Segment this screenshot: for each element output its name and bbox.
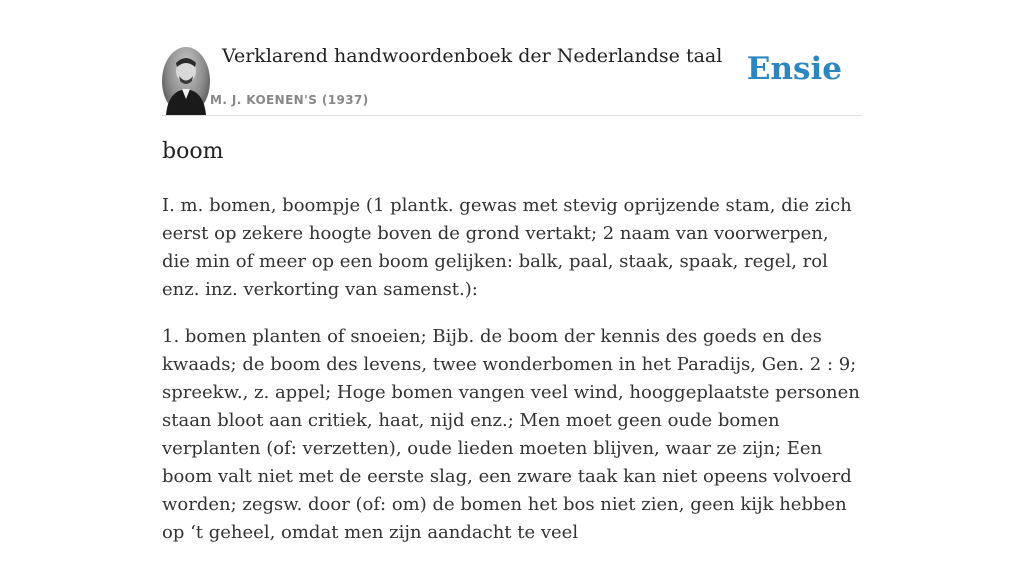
author-portrait-icon xyxy=(162,47,210,115)
book-title: Verklarend handwoordenboek der Nederlandse taal xyxy=(222,45,723,67)
entry-headword: boom xyxy=(162,139,224,164)
site-header xyxy=(162,40,862,116)
definition-paragraph: 1. bomen planten of snoeien; Bijb. de boom der kennis des goeds en des kwaads; de boom des levens, twee wonderbomen in het Paradijs, Gen. 2 : 9; spreekw., z. appel; Hoge bomen vangen veel wind, hooggeplaatste personen staan bloot aan critiek, haat, nijd enz.; Men moet geen oude bomen verplanten (of: verzetten), oude lieden moeten blijven, waar ze zijn; Een boom valt niet met de eerste slag, een zware taak kan niet opeens volvoerd worden; zegsw. door (of: om) de bomen het bos niet zien, geen kijk hebben op ‘t geheel, omdat men zijn aandacht te veel xyxy=(162,326,860,543)
author-label: M. J. KOENEN'S (1937) xyxy=(210,93,369,107)
brand-logo-link[interactable]: Ensie xyxy=(746,51,842,87)
entry-definition xyxy=(162,192,862,566)
definition-paragraph: I. m. bomen, boompje (1 plantk. gewas met stevig oprijzende stam, die zich eerst op zekere hoogte boven de grond vertakt; 2 naam van voorwerpen, die min of meer op een boom gelijken: balk, paal, staak, spaak, regel, rol enz. inz. verkorting van samenst.): xyxy=(162,195,852,300)
